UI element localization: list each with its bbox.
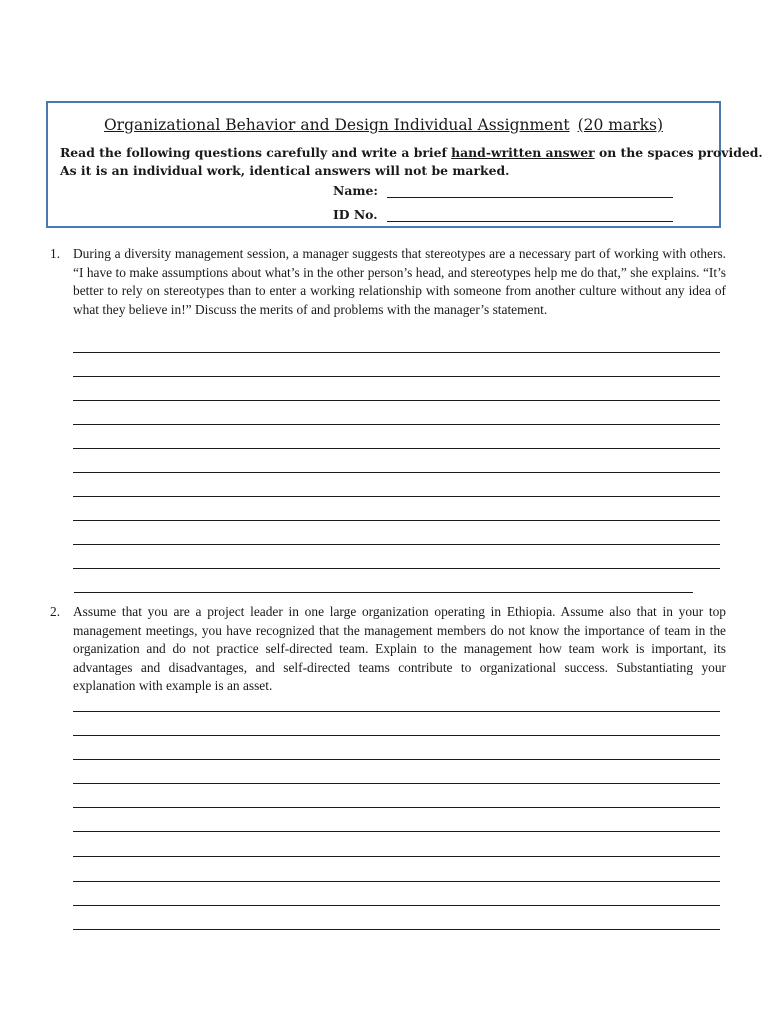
name-field — [333, 182, 388, 200]
answer-line[interactable] — [73, 448, 720, 449]
id-blank-line[interactable] — [387, 221, 673, 222]
answer-line[interactable] — [73, 472, 720, 473]
instruction-underlined-text: hand-written answer — [451, 145, 595, 160]
question-1 — [50, 245, 726, 319]
assignment-header-box — [46, 101, 763, 228]
instructions — [60, 144, 763, 180]
answer-line[interactable] — [73, 856, 720, 857]
id-label: ID No. — [333, 207, 378, 222]
question-2-text: Assume that you are a project leader in one large organization operating in Ethiopia. Assume also that in your top management meetings, you have recognized that the management members do not know the importance of team in the organization and do not practice self-directed team. Explain to the management how team work is important, its advantages and disadvantages, and self-directed teams contribute to organizational success. Substantiating your explanation with example is an asset. — [73, 604, 726, 694]
name-label: Name: — [333, 183, 378, 198]
answer-line[interactable] — [73, 400, 720, 401]
assignment-title — [48, 115, 719, 135]
answer-line[interactable] — [73, 544, 720, 545]
question-1-text: During a diversity management session, a manager suggests that stereotypes are a necessary part of working with others. “I have to make assumptions about what’s in the other person’s head, and stereotypes help me do that,” she explains. “It’s better to rely on stereotypes than to enter a working relationship with someone from another culture without any idea of what they believe in!” Discuss the merits of and problems with the manager’s statement. — [73, 246, 726, 317]
answer-line[interactable] — [73, 352, 720, 353]
question-2 — [50, 603, 726, 696]
answer-line[interactable] — [73, 735, 720, 736]
instruction-text-after: on the spaces provided. — [594, 145, 763, 160]
question-1-number: 1. — [50, 246, 61, 261]
answer-line[interactable] — [73, 831, 720, 832]
answer-line[interactable] — [73, 783, 720, 784]
answer-line[interactable] — [73, 929, 720, 930]
answer-line[interactable] — [73, 881, 720, 882]
answer-line[interactable] — [73, 424, 720, 425]
answer-line[interactable] — [73, 807, 720, 808]
question-2-number: 2. — [50, 604, 61, 619]
answer-line[interactable] — [73, 376, 720, 377]
marks-text: (20 marks) — [577, 116, 664, 134]
id-field — [333, 206, 388, 224]
answer-line[interactable] — [73, 568, 720, 569]
name-blank-line[interactable] — [387, 197, 673, 198]
answer-line[interactable] — [73, 759, 720, 760]
instruction-line-2: As it is an individual work, identical answers will not be marked. — [60, 163, 510, 178]
answer-line[interactable] — [73, 711, 720, 712]
instruction-text-before: Read the following questions carefully and write a brief — [60, 145, 452, 160]
answer-line[interactable] — [73, 496, 720, 497]
answer-line[interactable] — [73, 905, 720, 906]
answer-line[interactable] — [73, 520, 720, 521]
answer-line[interactable] — [74, 592, 693, 593]
title-text: Organizational Behavior and Design Individual Assignment — [103, 116, 570, 134]
instruction-line-1 — [60, 144, 763, 162]
